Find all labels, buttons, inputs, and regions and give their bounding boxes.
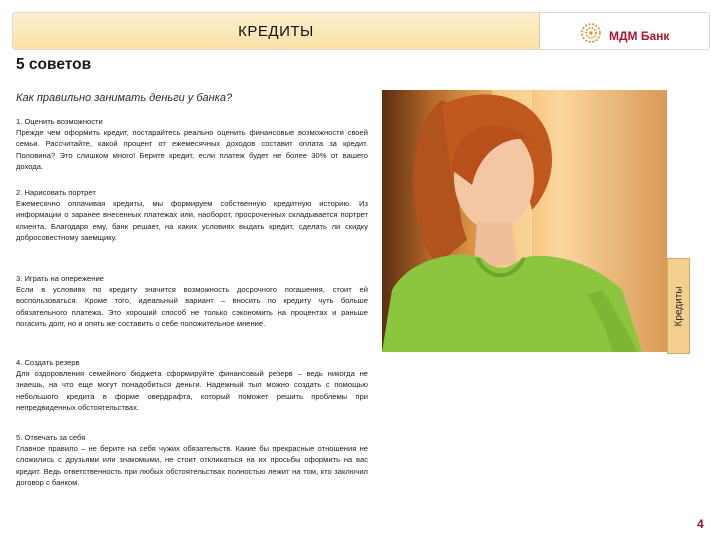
tip-title: 5. Отвечать за себя [16, 433, 86, 442]
side-tab-credits[interactable] [667, 258, 690, 354]
tip-item [16, 116, 368, 172]
tip-title: 1. Оценить возможности [16, 117, 103, 126]
header-bar [12, 12, 710, 50]
header-title-box [13, 13, 540, 49]
bank-logo [579, 21, 669, 50]
side-tab-label: Кредиты [673, 286, 685, 326]
page-number: 4 [697, 517, 704, 531]
page-heading: 5 советов [16, 56, 92, 73]
tip-body: Для оздоровления семейного бюджета сформируйте финансовый резерв – ведь никогда не знаешь, на что еще могут понадобиться деньги. Надежный тыл можно создать с помощью небольшого кредита в форме овердрафта, который поможет решить проблемы при непредвиденных обстоятельствах. [16, 369, 368, 412]
tip-item [16, 187, 368, 243]
tip-body: Если в условиях по кредиту значится возможность досрочного погашения, стоит ей воспользоваться. Кроме того, идеальный вариант – вносить по кредиту чуть больше обязательного платежа. Это хороший способ не только сэкономить на процентах и раньше погасить долг, но и опять же составить о себе положительное мнение. [16, 285, 368, 328]
tip-body: Прежде чем оформить кредит, постарайтесь реально оценить финансовые возможности своей семьи. Рассчитайте, какой процент от ежемесячных доходов составит оплата за кредит. Половина? Это слишком много! Берите кредит, если платеж будет не более 30% от вашего дохода. [16, 128, 368, 171]
tip-item [16, 273, 368, 329]
woman-smiling-photo [382, 90, 667, 352]
tip-title: 4. Создать резерв [16, 358, 80, 367]
tip-item [16, 357, 368, 413]
tip-body: Главное правило – не берите на себя чужих обязательств. Какие бы прекрасные отношения не сложились с друзьями или знакомыми, не стоит откликаться на их просьбы оформить на вас кредит. Ведь ответственность при любых обстоятельствах полностью лежит на том, кто заключил договор с банком. [16, 444, 368, 487]
bank-logo-text: МДМ Банк [609, 28, 670, 43]
page-section-title: КРЕДИТЫ [238, 22, 314, 40]
tip-title: 3. Играть на опережение [16, 274, 104, 283]
tip-body: Ежемесячно оплачивая кредиты, мы формируем собственную кредитную историю. Из информации о заранее внесенных платежах или, наоборот, просроченных складывается портрет клиента. Благодаря ему, банк решает, на каких условиях выдать кредит, сделать ли скидку добросовестному заемщику. [16, 199, 368, 242]
tip-item [16, 432, 368, 488]
tip-title: 2. Нарисовать портрет [16, 188, 96, 197]
page-subheading: Как правильно занимать деньги у банка? [16, 92, 233, 104]
mdm-bank-logo-icon [579, 21, 603, 50]
